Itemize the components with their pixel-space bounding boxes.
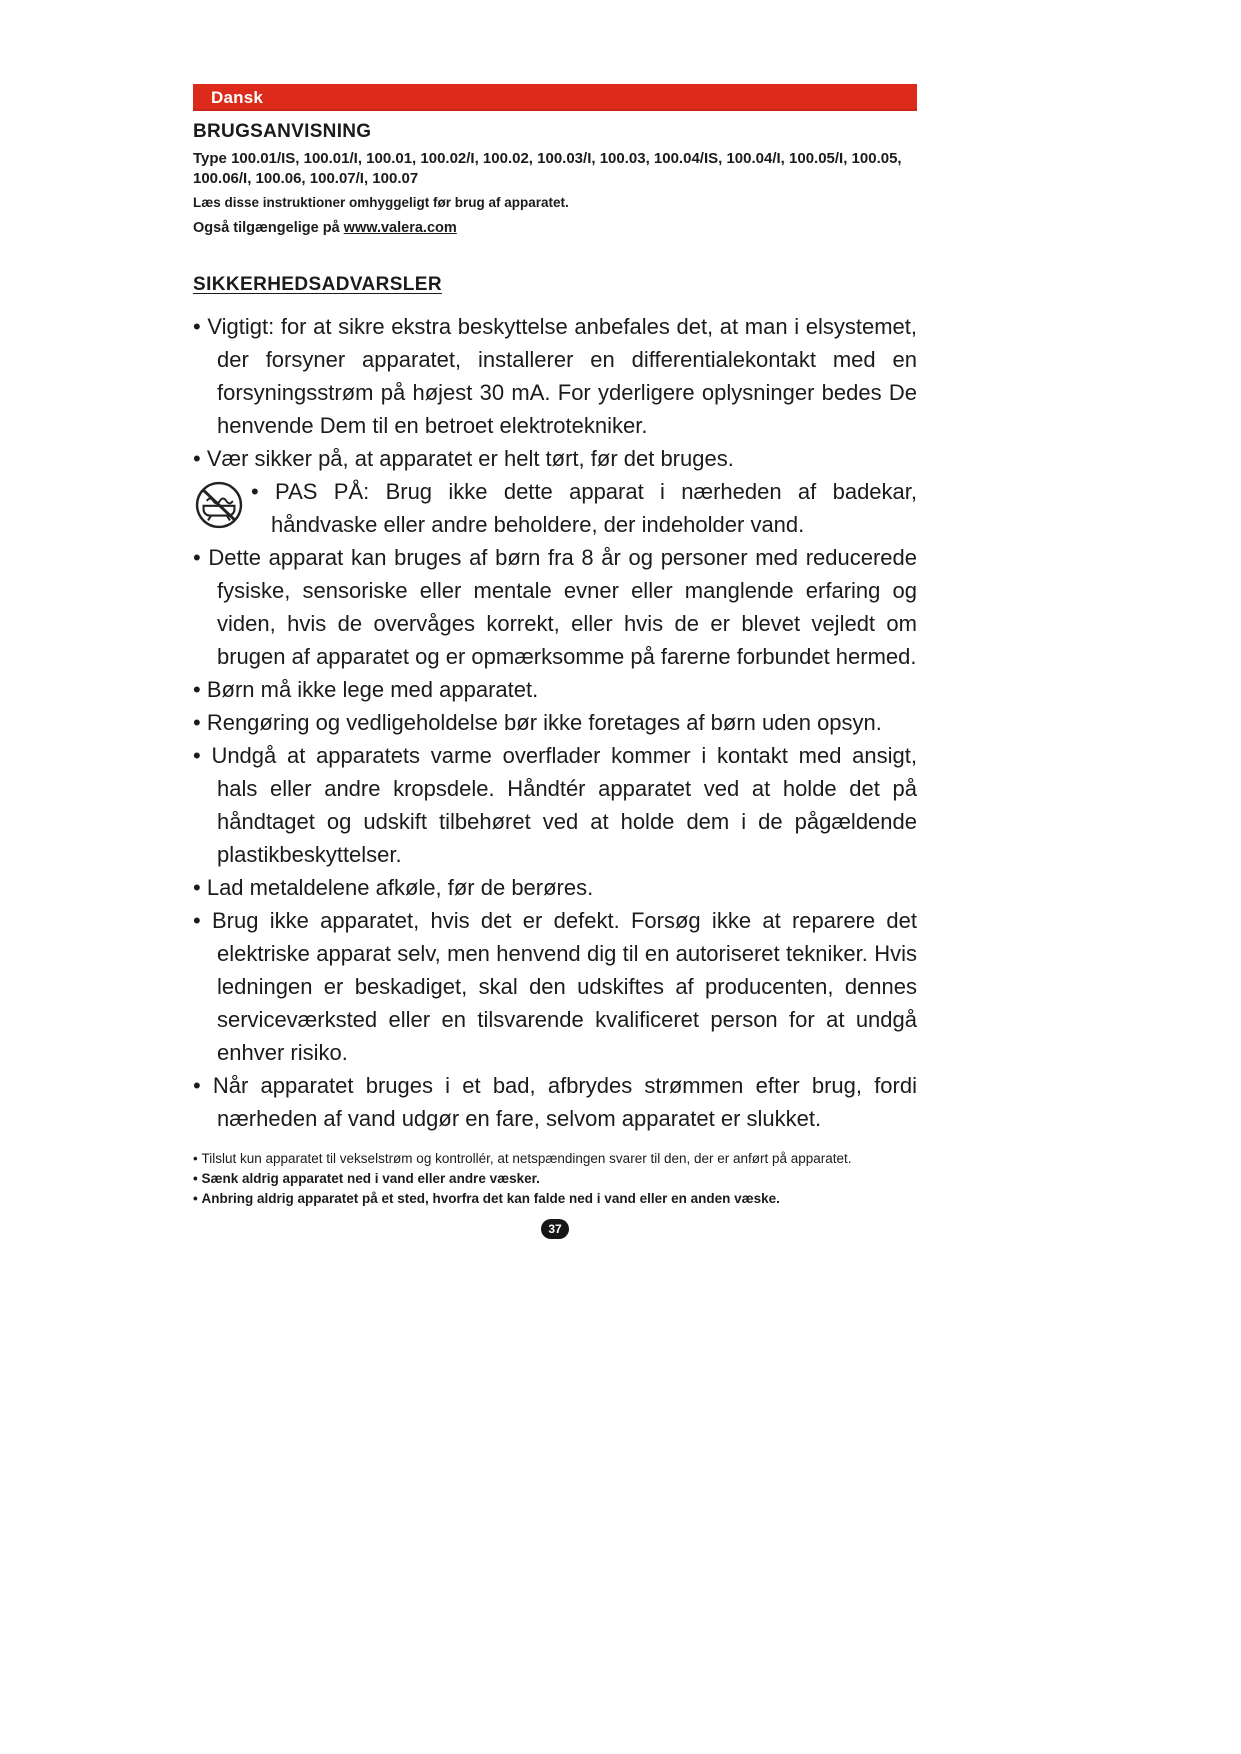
warning-item: • Undgå at apparatets varme overflader kommer i kontakt med ansigt, hals eller andre kropsdele. Håndtér apparatet ved at holde det på håndtaget og udskift tilbehøret ved at holde dem i de pågældende plastikbeskyttelser.	[193, 739, 917, 871]
warning-item: • Lad metaldelene afkøle, før de berøres.	[193, 871, 917, 904]
availability-line	[193, 220, 917, 236]
footnote-item: • Tilslut kun apparatet til vekselstrøm og kontrollér, at netspændingen svarer til den, der er anført på apparatet.	[193, 1149, 917, 1169]
warning-item: • Dette apparat kan bruges af børn fra 8 år og personer med reducerede fysiske, sensoriske eller mentale evner eller manglende erfaring og viden, hvis de overvåges korrekt, eller hvis de er blevet vejledt om brugen af apparatet og er opmærksomme på farerne forbundet hermed.	[193, 541, 917, 673]
footnote-item: • Sænk aldrig apparatet ned i vand eller andre væsker.	[193, 1169, 917, 1189]
warning-item: • PAS PÅ: Brug ikke dette apparat i nærheden af badekar, håndvaske eller andre beholdere, der indeholder vand.	[251, 475, 917, 541]
read-instructions-line: Læs disse instruktioner omhyggeligt før brug af apparatet.	[193, 194, 569, 210]
page-number-container	[193, 1219, 917, 1239]
warning-item: • Vigtigt: for at sikre ekstra beskyttelse anbefales det, at man i elsystemet, der forsyner apparatet, installerer en differentialekontakt med en forsyningsstrøm på højest 30 mA. For yderligere oplysninger bedes De henvende Dem til en betroet elektrotekniker.	[193, 310, 917, 442]
warning-item: • Når apparatet bruges i et bad, afbrydes strømmen efter brug, fordi nærheden af vand udgør en fare, selvom apparatet er slukket.	[193, 1069, 917, 1135]
page-number-badge: 37	[541, 1219, 569, 1239]
no-bathtub-icon	[193, 475, 251, 536]
safety-section-title: SIKKERHEDSADVARSLER	[193, 273, 442, 295]
availability-prefix: Også tilgængelige på	[193, 219, 344, 236]
page-title: BRUGSANVISNING	[193, 121, 372, 142]
language-header-bar	[193, 84, 917, 111]
language-label: Dansk	[211, 87, 264, 107]
valera-website-link[interactable]: www.valera.com	[343, 219, 457, 236]
warning-item-water	[193, 475, 917, 541]
footnote-item: • Anbring aldrig apparatet på et sted, hvorfra det kan falde ned i vand eller en anden væske.	[193, 1189, 917, 1209]
safety-warnings-list	[193, 310, 917, 1135]
warning-item: • Vær sikker på, at apparatet er helt tørt, før det bruges.	[193, 442, 917, 475]
warning-item: • Rengøring og vedligeholdelse bør ikke foretages af børn uden opsyn.	[193, 706, 917, 739]
warning-item: • Børn må ikke lege med apparatet.	[193, 673, 917, 706]
warning-item: • Brug ikke apparatet, hvis det er defekt. Forsøg ikke at reparere det elektriske apparat selv, men henvend dig til en autoriseret tekniker. Hvis ledningen er beskadiget, skal den udskiftes af producenten, dennes serviceværksted eller en tilsvarende kvalificeret person for at undgå enhver risiko.	[193, 904, 917, 1069]
manual-page	[193, 84, 917, 1239]
type-models-line: Type 100.01/IS, 100.01/I, 100.01, 100.02/I, 100.02, 100.03/I, 100.03, 100.04/IS, 100.04/I, 100.05/I, 100.05, 100.06/I, 100.06, 100.07/I, 100.07	[193, 150, 902, 188]
footnotes-list	[193, 1149, 917, 1210]
